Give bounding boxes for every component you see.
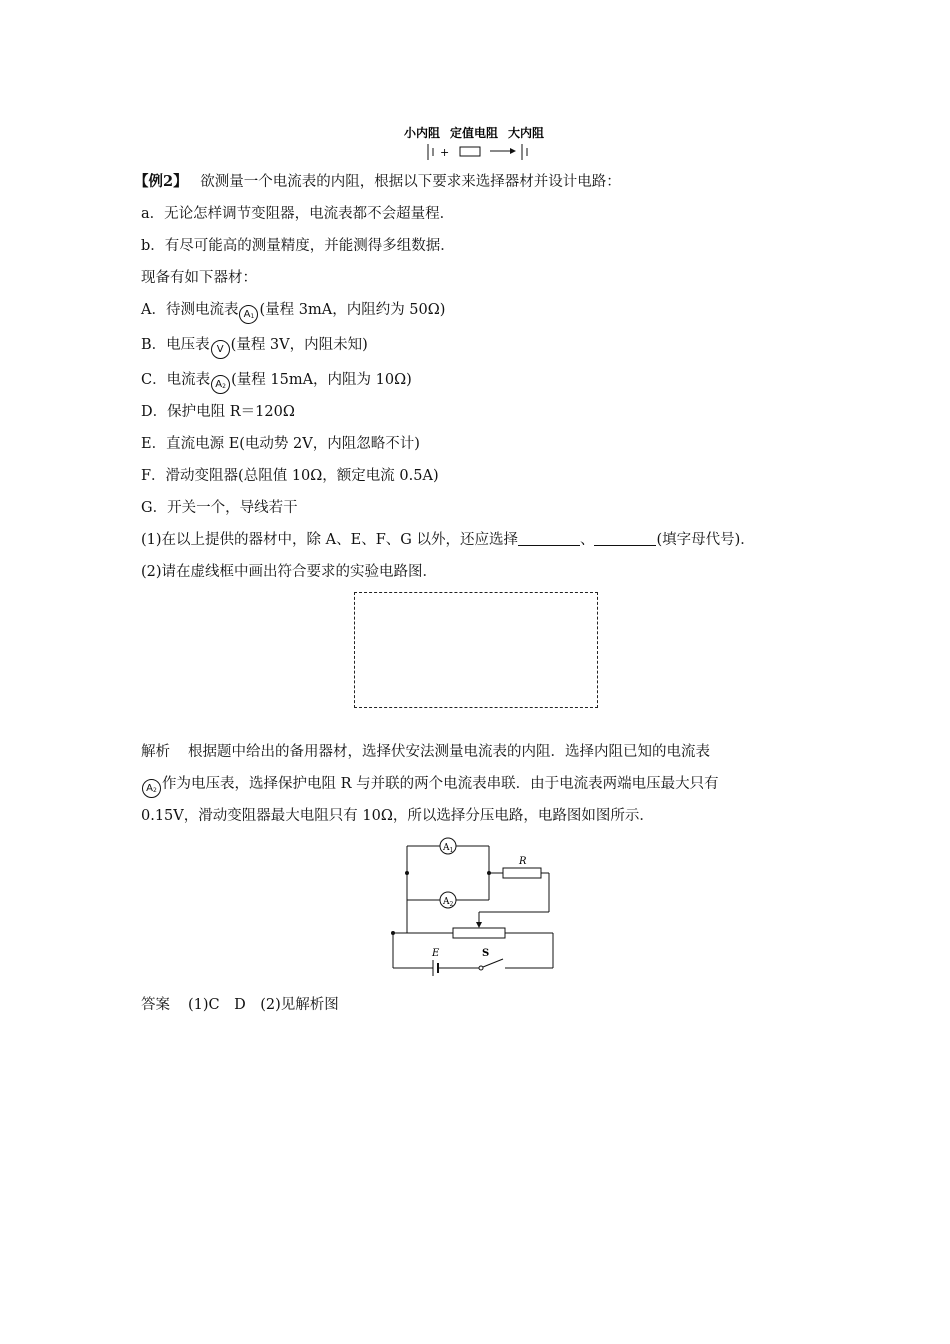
equipment-b-spec: (量程 3V，内阻未知) — [230, 337, 368, 353]
switch-contact — [479, 966, 483, 970]
answer-label: 答案 — [141, 997, 170, 1013]
equipment-intro: 现备有如下器材： — [141, 270, 257, 286]
top-plus: + — [440, 146, 450, 159]
voltmeter-icon: V — [211, 340, 230, 359]
top-resistor — [460, 147, 480, 156]
example-heading — [134, 172, 621, 192]
switch-lever — [483, 959, 503, 967]
equipment-a — [141, 300, 445, 324]
resistor-r-symbol — [503, 868, 541, 878]
ammeter-a1-icon: $A_1$ — [239, 305, 258, 324]
rheostat-symbol — [453, 928, 505, 938]
question-1: (1)在以上提供的器材中，除 A、E、F、G 以外，还应选择 、 (填字母代号)． — [141, 532, 755, 548]
analysis-line-2 — [141, 774, 719, 798]
ammeter-a2-inline-icon: $A_2$ — [142, 779, 161, 798]
equipment-b-label: B．电压表 — [141, 337, 210, 353]
example-tag: 【例2】 — [134, 173, 188, 190]
equipment-e: E．直流电源 E(电动势 2V，内阻忽略不计) — [141, 436, 420, 452]
analysis-text-2: 作为电压表，选择保护电阻 R 与并联的两个电流表串联．由于电流表两端电压最大只有 — [162, 776, 719, 792]
switch-s-label: S — [482, 948, 490, 959]
requirement-a: a．无论怎样调节变阻器，电流表都不会超量程． — [141, 206, 455, 222]
requirement-b: b．有尽可能高的测量精度，并能测得多组数据． — [141, 238, 455, 254]
answer-blank-2 — [594, 531, 656, 546]
source-e-label: E — [432, 948, 440, 959]
top-figure — [380, 120, 580, 164]
equipment-d: D．保护电阻 R＝120Ω — [141, 404, 295, 420]
question-1-text: (1)在以上提供的器材中，除 A、E、F、G 以外，还应选择 — [141, 532, 518, 548]
equipment-c-spec: (量程 15mA，内阻为 10Ω) — [231, 372, 412, 388]
equipment-c — [141, 370, 412, 394]
equipment-g: G．开关一个，导线若干 — [141, 500, 298, 516]
top-arrow-head — [510, 148, 516, 154]
top-label-fixed: 定值电阻 — [450, 126, 499, 140]
equipment-a-spec: (量程 3mA，内阻约为 50Ω) — [259, 302, 446, 318]
example-prompt: 欲测量一个电流表的内阻，根据以下要求来选择器材并设计电路： — [200, 174, 621, 190]
equipment-f: F．滑动变阻器(总阻值 10Ω，额定电流 0.5A) — [141, 468, 439, 484]
drawing-box — [354, 592, 598, 708]
analysis-line-3: 0.15V，滑动变阻器最大电阻只有 10Ω，所以选择分压电路，电路图如图所示． — [141, 808, 654, 824]
answer-text: (1)C D (2)见解析图 — [188, 997, 339, 1013]
slider-arrow — [476, 922, 482, 928]
ammeter-a2-icon: $A_2$ — [211, 375, 230, 394]
equipment-b — [141, 335, 368, 359]
analysis-text-1: 根据题中给出的备用器材，选择伏安法测量电流表的内阻．选择内阻已知的电流表 — [188, 744, 710, 760]
circuit-diagram — [385, 832, 570, 977]
answer-line — [141, 995, 339, 1015]
svg-text:A1: $A_1$ — [443, 843, 454, 854]
question-2: (2)请在虚线框中画出符合要求的实验电路图． — [141, 564, 438, 580]
equipment-c-label: C．电流表 — [141, 372, 211, 388]
top-label-small: 小内阻 — [404, 126, 441, 140]
svg-text:A2: $A_2$ — [443, 897, 454, 908]
answer-blank-1 — [518, 531, 580, 546]
analysis-label: 解析 — [141, 744, 170, 760]
analysis-line-1 — [141, 742, 710, 762]
top-label-large: 大内阻 — [508, 126, 545, 140]
equipment-a-label: A．待测电流表 — [141, 302, 239, 318]
resistor-r-label: R — [519, 856, 527, 867]
